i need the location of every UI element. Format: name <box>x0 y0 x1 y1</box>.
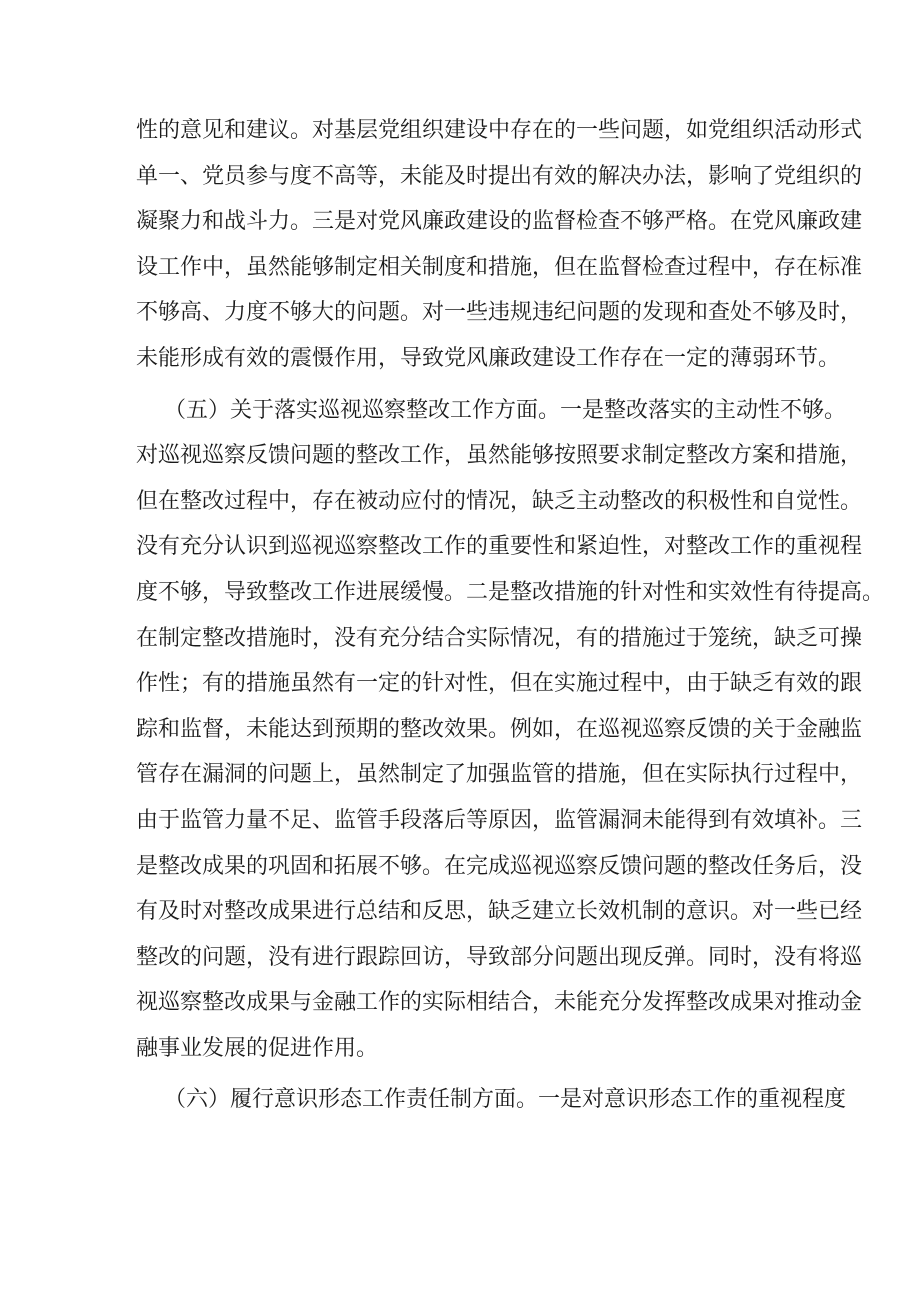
paragraph-2 <box>136 388 885 1072</box>
text-line: 在制定整改措施时，没有充分结合实际情况，有的措施过于笼统，缺乏可操 <box>136 625 863 651</box>
text-line: 度不够，导致整改工作进展缓慢。二是整改措施的针对性和实效性有待提高。 <box>136 579 885 605</box>
text-line: 单一、党员参与度不高等，未能及时提出有效的解决办法，影响了党组织的 <box>136 163 863 189</box>
text-line: 管存在漏洞的问题上，虽然制定了加强监管的措施，但在实际执行过程中， <box>136 762 863 788</box>
text-line: 由于监管力量不足、监管手段落后等原因，监管漏洞未能得到有效填补。三 <box>136 807 863 833</box>
section-heading-line: （五）关于落实巡视巡察整改工作方面。一是整改落实的主动性不够。 <box>164 397 847 423</box>
paragraph-3 <box>136 1077 847 1123</box>
text-line: 凝聚力和战斗力。三是对党风廉政建设的监督检查不够严格。在党风廉政建 <box>136 209 863 235</box>
text-line: 未能形成有效的震慑作用，导致党风廉政建设工作存在一定的薄弱环节。 <box>136 345 841 371</box>
text-line: 融事业发展的促进作用。 <box>136 1035 379 1061</box>
text-line: 性的意见和建议。对基层党组织建设中存在的一些问题，如党组织活动形式 <box>136 118 863 143</box>
text-line: 有及时对整改成果进行总结和反思，缺乏建立长效机制的意识。对一些已经 <box>136 899 863 925</box>
text-line: 对巡视巡察反馈问题的整改工作，虽然能够按照要求制定整改方案和措施， <box>136 443 863 469</box>
text-line: 没有充分认识到巡视巡察整改工作的重要性和紧迫性，对整改工作的重视程 <box>136 534 863 560</box>
text-line: 不够高、力度不够大的问题。对一些违规违纪问题的发现和查处不够及时， <box>136 300 863 326</box>
text-line: 作性；有的措施虽然有一定的针对性，但在实施过程中，由于缺乏有效的跟 <box>136 671 863 697</box>
text-line: 是整改成果的巩固和拓展不够。在完成巡视巡察反馈问题的整改任务后，没 <box>136 853 863 879</box>
text-line: 整改的问题，没有进行跟踪回访，导致部分问题出现反弹。同时，没有将巡 <box>136 944 863 970</box>
text-line: 设工作中，虽然能够制定相关制度和措施，但在监督检查过程中，存在标准 <box>136 254 863 280</box>
text-line: 但在整改过程中，存在被动应付的情况，缺乏主动整改的积极性和自觉性。 <box>136 488 863 514</box>
text-line: 踪和监督，未能达到预期的整改效果。例如，在巡视巡察反馈的关于金融监 <box>136 716 863 742</box>
section-heading-line: （六）履行意识形态工作责任制方面。一是对意识形态工作的重视程度 <box>164 1087 847 1113</box>
text-line: 视巡察整改成果与金融工作的实际相结合，未能充分发挥整改成果对推动金 <box>136 990 863 1016</box>
paragraph-1 <box>136 108 863 382</box>
document-body <box>136 108 885 1123</box>
